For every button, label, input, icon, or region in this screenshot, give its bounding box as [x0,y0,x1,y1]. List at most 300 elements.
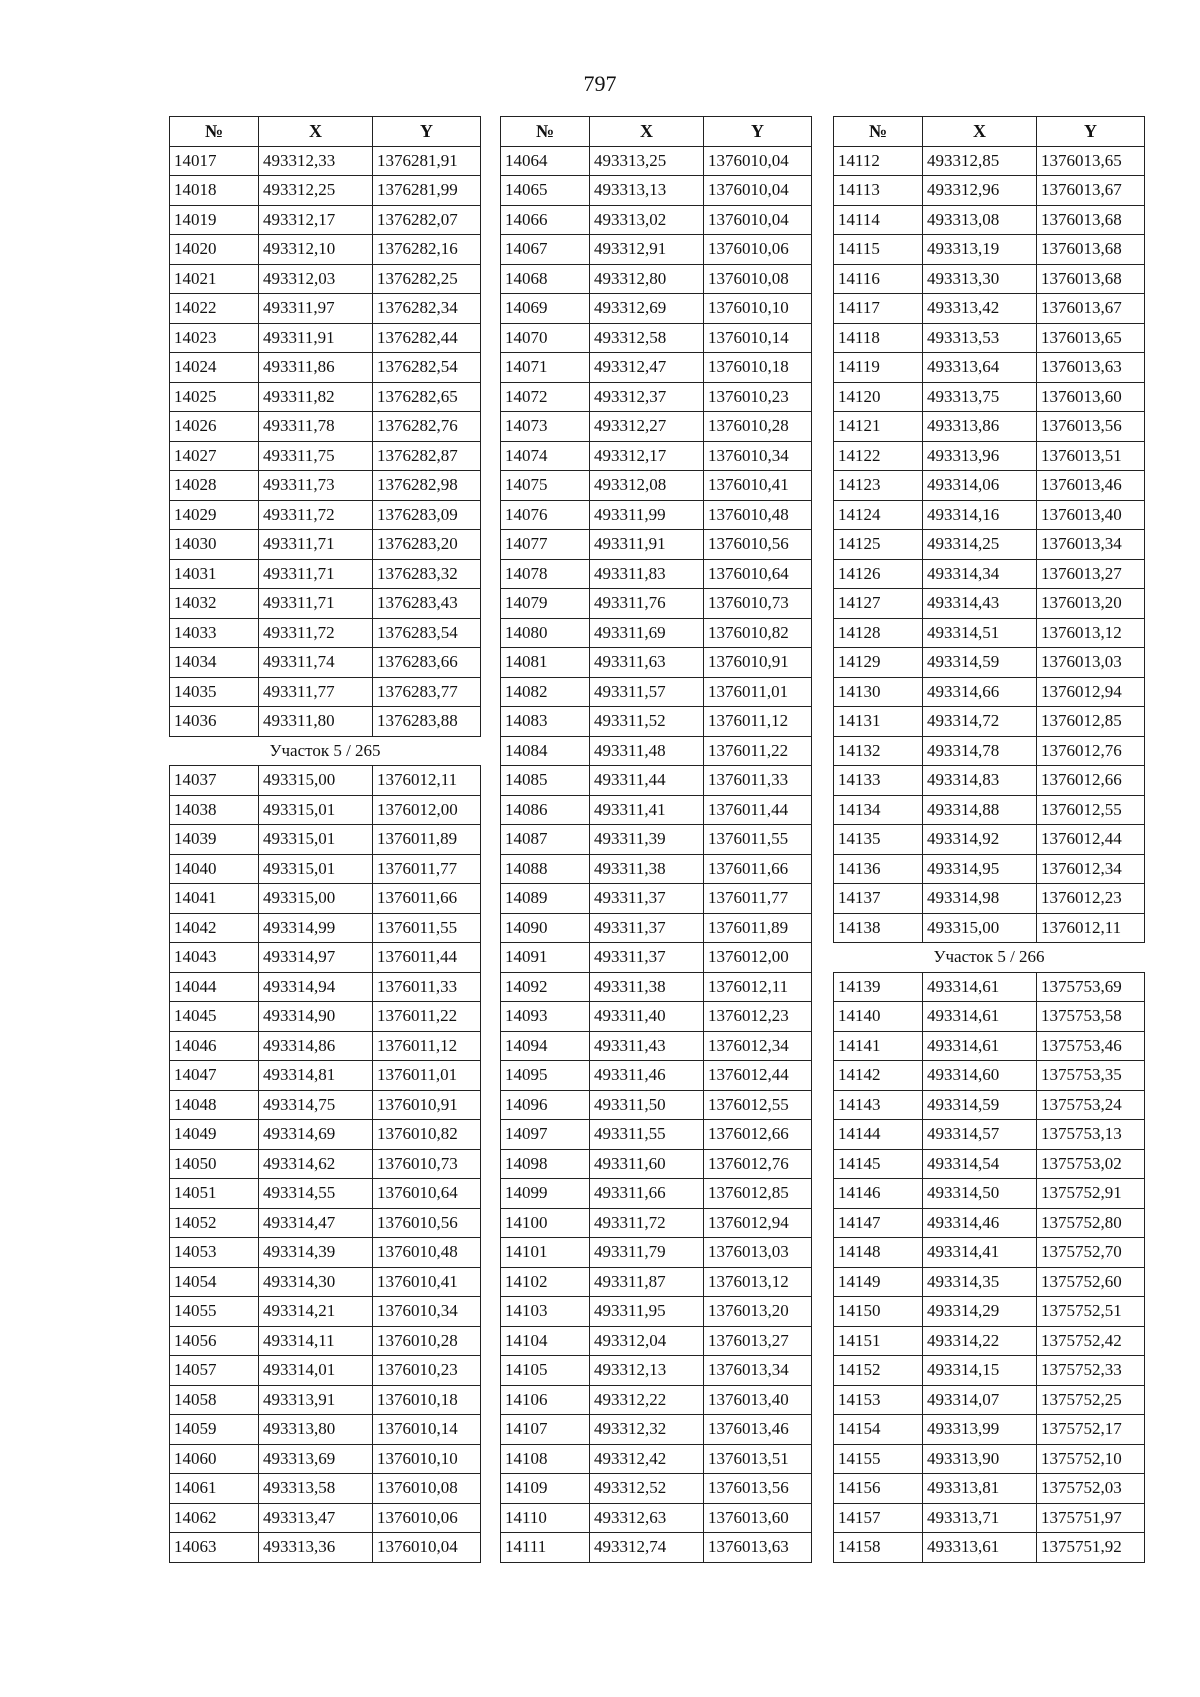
y-coordinate-cell: 1376013,34 [1037,530,1145,560]
point-number-cell: 14120 [834,382,923,412]
x-coordinate-cell: 493314,75 [259,1090,373,1120]
table-row [501,441,812,471]
point-number-cell: 14019 [170,205,259,235]
point-number-cell: 14144 [834,1120,923,1150]
y-coordinate-cell: 1376011,44 [704,795,812,825]
x-coordinate-cell: 493314,41 [923,1238,1037,1268]
x-coordinate-cell: 493314,61 [923,1002,1037,1032]
table-row [834,884,1145,914]
y-coordinate-cell: 1375752,10 [1037,1444,1145,1474]
point-number-cell: 14066 [501,205,590,235]
table-row [834,264,1145,294]
point-number-cell: 14057 [170,1356,259,1386]
table-row [834,913,1145,943]
table-row [170,1356,481,1386]
point-number-cell: 14043 [170,943,259,973]
x-coordinate-cell: 493311,37 [590,884,704,914]
y-coordinate-cell: 1376282,98 [373,471,481,501]
point-number-cell: 14087 [501,825,590,855]
point-number-cell: 14025 [170,382,259,412]
x-coordinate-cell: 493312,37 [590,382,704,412]
x-coordinate-cell: 493312,27 [590,412,704,442]
table-row [170,1061,481,1091]
x-coordinate-cell: 493311,41 [590,795,704,825]
x-coordinate-cell: 493311,72 [259,500,373,530]
point-number-cell: 14117 [834,294,923,324]
table-row [834,323,1145,353]
y-coordinate-cell: 1375753,58 [1037,1002,1145,1032]
table-row [501,854,812,884]
table-row [834,1503,1145,1533]
y-coordinate-cell: 1376011,22 [373,1002,481,1032]
point-number-cell: 14042 [170,913,259,943]
point-number-cell: 14153 [834,1385,923,1415]
table-row [834,1031,1145,1061]
y-coordinate-cell: 1376013,67 [1037,176,1145,206]
table-row [501,412,812,442]
x-coordinate-cell: 493314,51 [923,618,1037,648]
table-row [170,1474,481,1504]
table-row [501,707,812,737]
table-row [501,205,812,235]
table-row [834,1533,1145,1563]
table-row [501,1002,812,1032]
point-number-cell: 14046 [170,1031,259,1061]
y-coordinate-cell: 1376010,06 [704,235,812,265]
table-row [834,854,1145,884]
point-number-cell: 14061 [170,1474,259,1504]
y-coordinate-cell: 1376012,34 [704,1031,812,1061]
x-coordinate-cell: 493315,01 [259,825,373,855]
point-number-cell: 14018 [170,176,259,206]
point-number-cell: 14076 [501,500,590,530]
x-coordinate-cell: 493314,95 [923,854,1037,884]
point-number-cell: 14132 [834,736,923,766]
x-coordinate-cell: 493311,38 [590,972,704,1002]
y-coordinate-cell: 1376010,23 [704,382,812,412]
table-row [834,1061,1145,1091]
table-row [501,471,812,501]
table-row [834,825,1145,855]
y-coordinate-cell: 1376012,66 [704,1120,812,1150]
y-coordinate-cell: 1376010,34 [373,1297,481,1327]
x-coordinate-cell: 493312,52 [590,1474,704,1504]
y-coordinate-cell: 1376282,54 [373,353,481,383]
table-row [501,264,812,294]
y-coordinate-cell: 1376012,34 [1037,854,1145,884]
y-coordinate-cell: 1376281,99 [373,176,481,206]
point-number-cell: 14073 [501,412,590,442]
point-number-cell: 14097 [501,1120,590,1150]
point-number-cell: 14083 [501,707,590,737]
table-row [501,795,812,825]
table-row [170,1238,481,1268]
point-number-cell: 14131 [834,707,923,737]
table-row [834,353,1145,383]
point-number-cell: 14055 [170,1297,259,1327]
table-row [170,353,481,383]
table-row [170,323,481,353]
y-coordinate-cell: 1375752,25 [1037,1385,1145,1415]
x-coordinate-cell: 493312,69 [590,294,704,324]
table-row [834,471,1145,501]
point-number-cell: 14070 [501,323,590,353]
table-row [834,530,1145,560]
y-coordinate-cell: 1376282,16 [373,235,481,265]
point-number-cell: 14081 [501,648,590,678]
x-coordinate-cell: 493314,90 [259,1002,373,1032]
point-number-cell: 14103 [501,1297,590,1327]
point-number-cell: 14049 [170,1120,259,1150]
y-coordinate-cell: 1376012,76 [704,1149,812,1179]
y-coordinate-cell: 1376281,91 [373,146,481,176]
point-number-cell: 14096 [501,1090,590,1120]
x-coordinate-cell: 493311,91 [590,530,704,560]
y-coordinate-cell: 1376010,64 [704,559,812,589]
x-coordinate-cell: 493313,71 [923,1503,1037,1533]
y-coordinate-cell: 1376012,00 [704,943,812,973]
x-coordinate-cell: 493313,36 [259,1533,373,1563]
point-number-cell: 14130 [834,677,923,707]
x-coordinate-cell: 493314,50 [923,1179,1037,1209]
point-number-cell: 14101 [501,1238,590,1268]
point-number-cell: 14058 [170,1385,259,1415]
y-coordinate-cell: 1376010,10 [704,294,812,324]
point-number-cell: 14051 [170,1179,259,1209]
header-x: X [259,117,373,147]
y-coordinate-cell: 1375752,60 [1037,1267,1145,1297]
point-number-cell: 14077 [501,530,590,560]
y-coordinate-cell: 1376283,32 [373,559,481,589]
y-coordinate-cell: 1376013,20 [1037,589,1145,619]
table-row [170,943,481,973]
y-coordinate-cell: 1376010,18 [373,1385,481,1415]
table-row [501,648,812,678]
y-coordinate-cell: 1376012,55 [704,1090,812,1120]
table-row [170,1444,481,1474]
point-number-cell: 14093 [501,1002,590,1032]
point-number-cell: 14118 [834,323,923,353]
y-coordinate-cell: 1376013,40 [704,1385,812,1415]
table-row [834,1238,1145,1268]
y-coordinate-cell: 1376010,64 [373,1179,481,1209]
y-coordinate-cell: 1376010,04 [704,146,812,176]
x-coordinate-cell: 493314,88 [923,795,1037,825]
header-y: Y [373,117,481,147]
y-coordinate-cell: 1376013,60 [1037,382,1145,412]
x-coordinate-cell: 493311,55 [590,1120,704,1150]
x-coordinate-cell: 493313,61 [923,1533,1037,1563]
table-row [834,707,1145,737]
y-coordinate-cell: 1376010,91 [373,1090,481,1120]
table-row [170,1179,481,1209]
table-row [170,500,481,530]
x-coordinate-cell: 493314,22 [923,1326,1037,1356]
point-number-cell: 14098 [501,1149,590,1179]
point-number-cell: 14134 [834,795,923,825]
y-coordinate-cell: 1376283,54 [373,618,481,648]
x-coordinate-cell: 493313,25 [590,146,704,176]
table-row [170,471,481,501]
x-coordinate-cell: 493311,76 [590,589,704,619]
table-row [834,795,1145,825]
y-coordinate-cell: 1376010,48 [373,1238,481,1268]
y-coordinate-cell: 1376013,46 [704,1415,812,1445]
point-number-cell: 14086 [501,795,590,825]
table-row [501,1297,812,1327]
y-coordinate-cell: 1376013,20 [704,1297,812,1327]
table-row [834,648,1145,678]
section-row [170,736,481,766]
x-coordinate-cell: 493312,42 [590,1444,704,1474]
page-number: 797 [583,71,617,96]
y-coordinate-cell: 1376010,04 [373,1533,481,1563]
x-coordinate-cell: 493312,22 [590,1385,704,1415]
x-coordinate-cell: 493314,21 [259,1297,373,1327]
y-coordinate-cell: 1376282,65 [373,382,481,412]
table-row [834,176,1145,206]
table-row [501,1179,812,1209]
table-row [834,1179,1145,1209]
point-number-cell: 14140 [834,1002,923,1032]
table-row [501,294,812,324]
y-coordinate-cell: 1376283,66 [373,648,481,678]
x-coordinate-cell: 493311,57 [590,677,704,707]
table-row [834,1356,1145,1386]
x-coordinate-cell: 493313,86 [923,412,1037,442]
x-coordinate-cell: 493312,85 [923,146,1037,176]
point-number-cell: 14047 [170,1061,259,1091]
point-number-cell: 14085 [501,766,590,796]
table-row [501,943,812,973]
y-coordinate-cell: 1376012,44 [1037,825,1145,855]
x-coordinate-cell: 493313,30 [923,264,1037,294]
point-number-cell: 14139 [834,972,923,1002]
x-coordinate-cell: 493314,57 [923,1120,1037,1150]
y-coordinate-cell: 1376013,63 [704,1533,812,1563]
point-number-cell: 14029 [170,500,259,530]
x-coordinate-cell: 493311,60 [590,1149,704,1179]
x-coordinate-cell: 493311,39 [590,825,704,855]
point-number-cell: 14141 [834,1031,923,1061]
y-coordinate-cell: 1376012,85 [1037,707,1145,737]
coordinates-table-2 [500,116,812,1563]
table-row [170,264,481,294]
x-coordinate-cell: 493314,61 [923,972,1037,1002]
x-coordinate-cell: 493313,81 [923,1474,1037,1504]
table-row [834,1149,1145,1179]
table-row [834,1415,1145,1445]
y-coordinate-cell: 1376012,00 [373,795,481,825]
point-number-cell: 14034 [170,648,259,678]
x-coordinate-cell: 493312,08 [590,471,704,501]
x-coordinate-cell: 493311,87 [590,1267,704,1297]
y-coordinate-cell: 1376011,12 [373,1031,481,1061]
y-coordinate-cell: 1376012,66 [1037,766,1145,796]
x-coordinate-cell: 493314,99 [259,913,373,943]
x-coordinate-cell: 493314,54 [923,1149,1037,1179]
x-coordinate-cell: 493314,15 [923,1356,1037,1386]
x-coordinate-cell: 493312,13 [590,1356,704,1386]
table-row [170,294,481,324]
x-coordinate-cell: 493311,52 [590,707,704,737]
table-row [170,766,481,796]
x-coordinate-cell: 493312,17 [590,441,704,471]
table-row [170,235,481,265]
table-row [170,884,481,914]
point-number-cell: 14102 [501,1267,590,1297]
y-coordinate-cell: 1376013,68 [1037,264,1145,294]
table-row [834,677,1145,707]
point-number-cell: 14116 [834,264,923,294]
point-number-cell: 14062 [170,1503,259,1533]
y-coordinate-cell: 1376010,28 [704,412,812,442]
x-coordinate-cell: 493314,69 [259,1120,373,1150]
x-coordinate-cell: 493314,62 [259,1149,373,1179]
header-y: Y [1037,117,1145,147]
x-coordinate-cell: 493311,43 [590,1031,704,1061]
point-number-cell: 14142 [834,1061,923,1091]
y-coordinate-cell: 1376013,63 [1037,353,1145,383]
point-number-cell: 14100 [501,1208,590,1238]
table-header-row [501,117,812,147]
x-coordinate-cell: 493314,98 [923,884,1037,914]
table-row [834,1444,1145,1474]
point-number-cell: 14082 [501,677,590,707]
point-number-cell: 14067 [501,235,590,265]
point-number-cell: 14052 [170,1208,259,1238]
x-coordinate-cell: 493312,96 [923,176,1037,206]
table-row [170,1002,481,1032]
table-row [501,884,812,914]
x-coordinate-cell: 493314,55 [259,1179,373,1209]
y-coordinate-cell: 1376013,40 [1037,500,1145,530]
point-number-cell: 14109 [501,1474,590,1504]
x-coordinate-cell: 493313,08 [923,205,1037,235]
table-row [501,825,812,855]
x-coordinate-cell: 493314,46 [923,1208,1037,1238]
y-coordinate-cell: 1376282,87 [373,441,481,471]
x-coordinate-cell: 493314,86 [259,1031,373,1061]
section-title: Участок 5 / 266 [834,943,1145,973]
point-number-cell: 14088 [501,854,590,884]
point-number-cell: 14074 [501,441,590,471]
point-number-cell: 14072 [501,382,590,412]
table-header-row [170,117,481,147]
x-coordinate-cell: 493313,53 [923,323,1037,353]
x-coordinate-cell: 493312,63 [590,1503,704,1533]
point-number-cell: 14143 [834,1090,923,1120]
header-y: Y [704,117,812,147]
x-coordinate-cell: 493314,66 [923,677,1037,707]
y-coordinate-cell: 1375753,69 [1037,972,1145,1002]
y-coordinate-cell: 1376013,56 [704,1474,812,1504]
table-row [834,736,1145,766]
y-coordinate-cell: 1376013,51 [1037,441,1145,471]
y-coordinate-cell: 1376012,94 [1037,677,1145,707]
x-coordinate-cell: 493314,43 [923,589,1037,619]
y-coordinate-cell: 1376010,48 [704,500,812,530]
point-number-cell: 14135 [834,825,923,855]
x-coordinate-cell: 493315,00 [923,913,1037,943]
x-coordinate-cell: 493315,01 [259,795,373,825]
table-row [501,323,812,353]
x-coordinate-cell: 493314,92 [923,825,1037,855]
y-coordinate-cell: 1376011,77 [373,854,481,884]
table-row [501,1238,812,1268]
y-coordinate-cell: 1376010,08 [704,264,812,294]
y-coordinate-cell: 1376010,14 [704,323,812,353]
table-row [501,500,812,530]
table-row [501,1120,812,1150]
table-row [170,1267,481,1297]
point-number-cell: 14071 [501,353,590,383]
x-coordinate-cell: 493311,95 [590,1297,704,1327]
point-number-cell: 14099 [501,1179,590,1209]
x-coordinate-cell: 493311,83 [590,559,704,589]
y-coordinate-cell: 1376283,77 [373,677,481,707]
x-coordinate-cell: 493312,03 [259,264,373,294]
x-coordinate-cell: 493311,72 [590,1208,704,1238]
point-number-cell: 14149 [834,1267,923,1297]
y-coordinate-cell: 1376011,33 [704,766,812,796]
table-row [501,1031,812,1061]
y-coordinate-cell: 1376011,66 [704,854,812,884]
x-coordinate-cell: 493311,73 [259,471,373,501]
point-number-cell: 14145 [834,1149,923,1179]
y-coordinate-cell: 1376013,03 [704,1238,812,1268]
table-row [170,1326,481,1356]
point-number-cell: 14112 [834,146,923,176]
x-coordinate-cell: 493311,77 [259,677,373,707]
point-number-cell: 14036 [170,707,259,737]
point-number-cell: 14054 [170,1267,259,1297]
point-number-cell: 14122 [834,441,923,471]
x-coordinate-cell: 493313,96 [923,441,1037,471]
table-row [834,1090,1145,1120]
table-row [501,1149,812,1179]
x-coordinate-cell: 493311,63 [590,648,704,678]
x-coordinate-cell: 493313,02 [590,205,704,235]
y-coordinate-cell: 1375753,24 [1037,1090,1145,1120]
point-number-cell: 14059 [170,1415,259,1445]
x-coordinate-cell: 493313,47 [259,1503,373,1533]
point-number-cell: 14124 [834,500,923,530]
point-number-cell: 14105 [501,1356,590,1386]
table-row [501,1061,812,1091]
point-number-cell: 14094 [501,1031,590,1061]
y-coordinate-cell: 1375752,70 [1037,1238,1145,1268]
point-number-cell: 14119 [834,353,923,383]
y-coordinate-cell: 1376010,23 [373,1356,481,1386]
y-coordinate-cell: 1376010,56 [704,530,812,560]
point-number-cell: 14044 [170,972,259,1002]
point-number-cell: 14091 [501,943,590,973]
point-number-cell: 14148 [834,1238,923,1268]
x-coordinate-cell: 493311,69 [590,618,704,648]
table-row [170,441,481,471]
y-coordinate-cell: 1375752,91 [1037,1179,1145,1209]
table-row [170,1415,481,1445]
table-row [170,1533,481,1563]
x-coordinate-cell: 493312,33 [259,146,373,176]
x-coordinate-cell: 493314,59 [923,648,1037,678]
x-coordinate-cell: 493314,06 [923,471,1037,501]
table-row [170,1090,481,1120]
y-coordinate-cell: 1376010,04 [704,176,812,206]
table-row [834,589,1145,619]
y-coordinate-cell: 1375751,97 [1037,1503,1145,1533]
